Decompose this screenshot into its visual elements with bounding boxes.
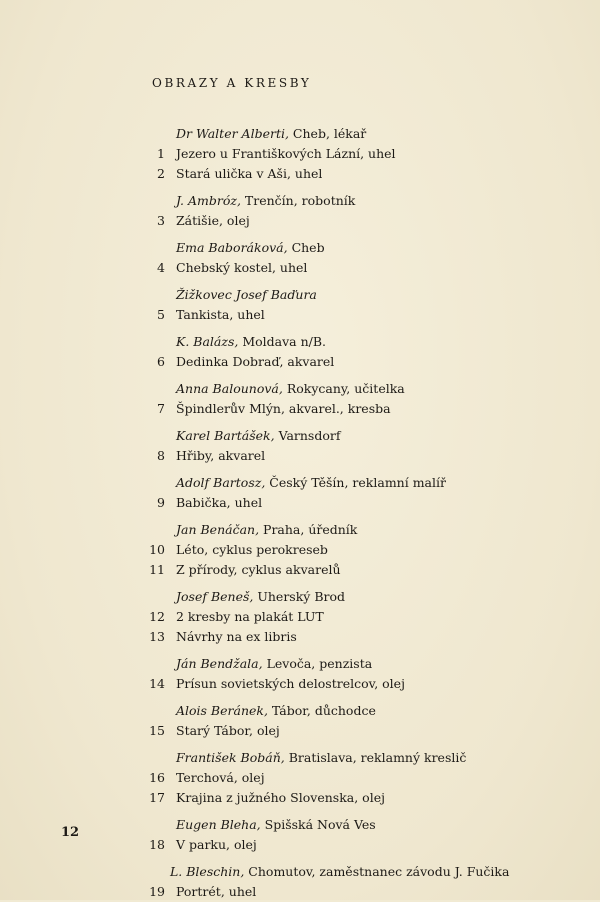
artist-line (0, 862, 600, 882)
artist-name: K. Balázs, (176, 334, 239, 349)
artwork-row (0, 144, 600, 164)
artwork-number: 18 (149, 837, 165, 852)
artist-info: Trenčín, robotník (240, 193, 356, 208)
artist-info: Spišská Nová Ves (260, 817, 376, 832)
artist-name: Anna Balounová, (176, 381, 283, 396)
artwork-row (0, 835, 600, 855)
artwork-title: Z přírody, cyklus akvarelů (176, 562, 341, 577)
artwork-title: Krajina z južného Slovenska, olej (176, 790, 385, 805)
artwork-title: Stará ulička v Aši, uhel (176, 166, 323, 181)
artist-name: Ema Baboráková, (176, 240, 288, 255)
artist-info: Rokycany, učitelka (282, 381, 405, 396)
artist-line (0, 379, 600, 399)
artist-info: Varnsdorf (274, 428, 341, 443)
artwork-row (0, 540, 600, 560)
artist-name: Jan Benáčan, (176, 522, 260, 537)
artwork-title: V parku, olej (176, 837, 257, 852)
artist-info: Moldava n/B. (238, 334, 327, 349)
artwork-title: Tankista, uhel (176, 307, 265, 322)
artwork-row (0, 627, 600, 647)
artist-line (0, 748, 600, 768)
artwork-title: 2 kresby na plakát LUT (176, 609, 324, 624)
artist-line (0, 238, 600, 258)
artist-info: Bratislava, reklamný kreslič (284, 750, 467, 765)
artwork-row (0, 788, 600, 808)
artist-line (0, 124, 600, 144)
artwork-title: Zátišie, olej (176, 213, 250, 228)
artwork-row (0, 305, 600, 325)
artist-line (0, 587, 600, 607)
artist-line (0, 701, 600, 721)
artist-line (0, 654, 600, 674)
artwork-number: 2 (157, 166, 165, 181)
artwork-number: 4 (157, 260, 165, 275)
artwork-number: 1 (157, 146, 165, 161)
artist-name: Žižkovec Josef Baďura (176, 287, 317, 302)
artist-list (0, 124, 600, 902)
artwork-title: Chebský kostel, uhel (176, 260, 308, 275)
artwork-number: 3 (157, 213, 165, 228)
artist-name: Josef Beneš, (176, 589, 254, 604)
artist-line (0, 520, 600, 540)
artwork-number: 9 (157, 495, 165, 510)
section-heading: OBRAZY A KRESBY (152, 76, 312, 90)
artist-info: Praha, úředník (259, 522, 358, 537)
artist-name: L. Bleschin, (170, 864, 245, 879)
artist-line (0, 332, 600, 352)
artwork-row (0, 882, 600, 902)
artwork-title: Léto, cyklus perokreseb (176, 542, 328, 557)
page-number: 12 (61, 825, 80, 840)
artist-line (0, 191, 600, 211)
artwork-title: Starý Tábor, olej (176, 723, 280, 738)
artist-info: Levoča, penzista (262, 656, 373, 671)
artwork-row (0, 493, 600, 513)
artwork-title: Špindlerův Mlýn, akvarel., kresba (176, 401, 391, 416)
artwork-row (0, 607, 600, 627)
artwork-number: 13 (149, 629, 165, 644)
artist-name: Alois Beránek, (176, 703, 268, 718)
artwork-number: 7 (157, 401, 165, 416)
artwork-title: Babička, uhel (176, 495, 263, 510)
artwork-row (0, 352, 600, 372)
artist-info: Cheb, lékař (288, 126, 367, 141)
artwork-row (0, 258, 600, 278)
artist-info: Tábor, důchodce (267, 703, 376, 718)
artist-name: Karel Bartášek, (176, 428, 275, 443)
artwork-row (0, 164, 600, 184)
artist-name: Ján Bendžala, (176, 656, 263, 671)
artwork-title: Návrhy na ex libris (176, 629, 297, 644)
artist-name: J. Ambróz, (176, 193, 241, 208)
artist-line (0, 426, 600, 446)
artwork-row (0, 446, 600, 466)
artwork-row (0, 211, 600, 231)
artwork-row (0, 768, 600, 788)
artwork-row (0, 674, 600, 694)
artwork-title: Portrét, uhel (176, 884, 257, 899)
artwork-number: 14 (149, 676, 165, 691)
artwork-row (0, 399, 600, 419)
artwork-title: Jezero u Františkových Lázní, uhel (176, 146, 396, 161)
artist-line (0, 815, 600, 835)
artist-name: Dr Walter Alberti, (176, 126, 289, 141)
artist-info: Cheb (287, 240, 325, 255)
artwork-title: Prísun sovietských delostrelcov, olej (176, 676, 405, 691)
artwork-title: Dedinka Dobraď, akvarel (176, 354, 335, 369)
artwork-number: 15 (149, 723, 165, 738)
artwork-row (0, 560, 600, 580)
artwork-number: 5 (157, 307, 165, 322)
artwork-number: 11 (149, 562, 165, 577)
artwork-number: 8 (157, 448, 165, 463)
artwork-number: 16 (149, 770, 165, 785)
artwork-number: 6 (157, 354, 165, 369)
artist-name: Adolf Bartosz, (176, 475, 266, 490)
artwork-row (0, 721, 600, 741)
artist-name: Eugen Bleha, (176, 817, 261, 832)
artist-line (0, 285, 600, 305)
artwork-number: 19 (149, 884, 165, 899)
artwork-title: Hřiby, akvarel (176, 448, 266, 463)
artwork-title: Terchová, olej (176, 770, 265, 785)
artwork-number: 17 (149, 790, 165, 805)
artist-line (0, 473, 600, 493)
artist-name: František Bobáň, (176, 750, 285, 765)
artist-info: Chomutov, zaměstnanec závodu J. Fučika (244, 864, 510, 879)
artwork-number: 10 (149, 542, 165, 557)
artist-info: Český Těšín, reklamní malíř (265, 475, 446, 490)
artist-info: Uherský Brod (253, 589, 346, 604)
artwork-number: 12 (149, 609, 165, 624)
